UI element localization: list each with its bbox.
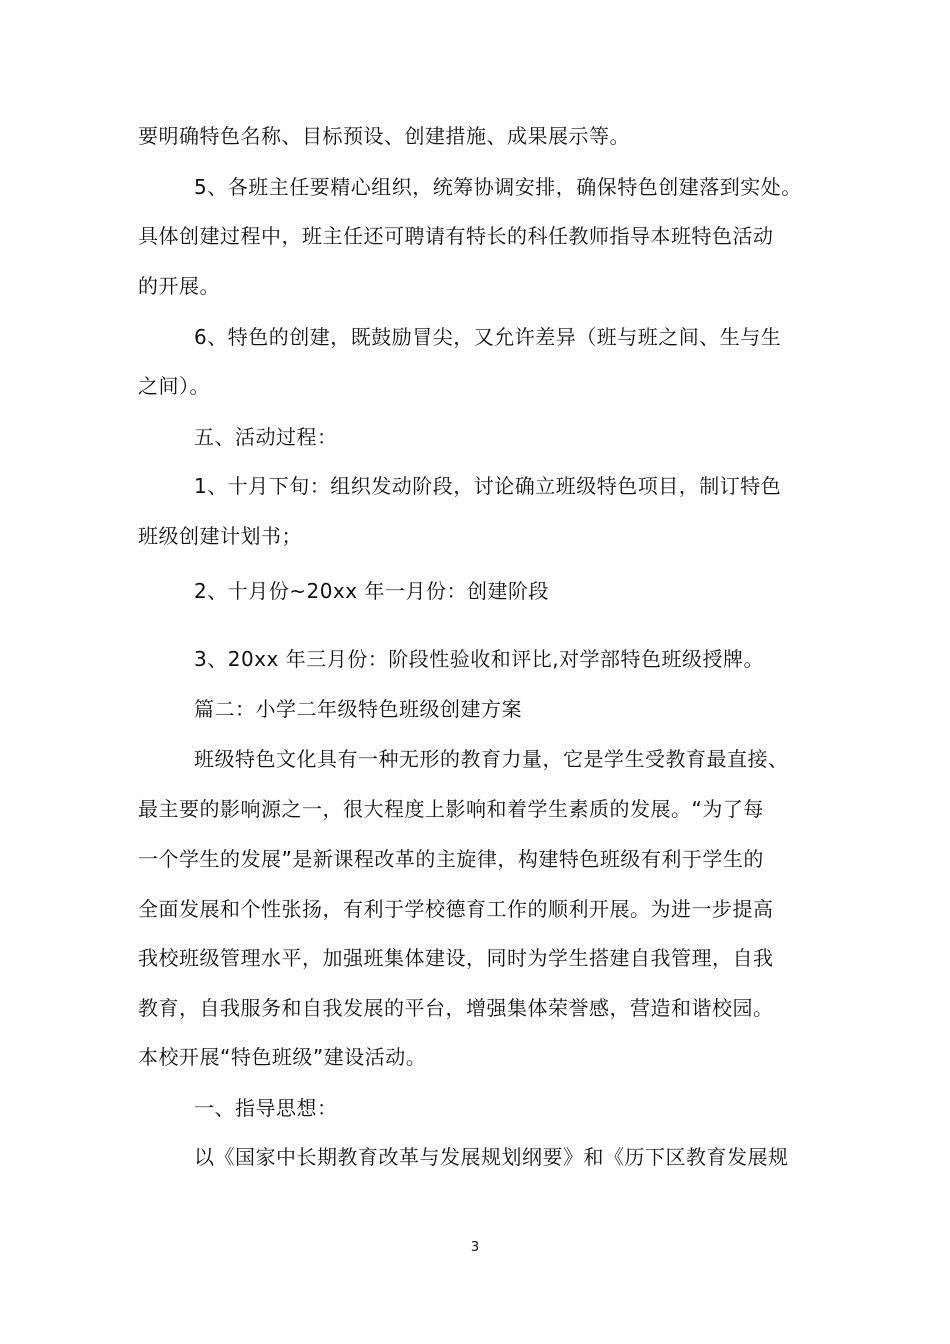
text-line: 教育，自我服务和自我发展的平台，增强集体荣誉感，营造和谐校园。 bbox=[138, 996, 774, 1020]
text-line: 2、十月份~20xx 年一月份：创建阶段 bbox=[194, 579, 549, 603]
text-line: 班级特色文化具有一种无形的教育力量，它是学生受教育最直接、 bbox=[194, 747, 789, 771]
text-line: 以《国家中长期教育改革与发展规划纲要》和《历下区教育发展规 bbox=[194, 1145, 789, 1169]
text-line: 全面发展和个性张扬，有利于学校德育工作的顺利开展。为进一步提高 bbox=[138, 897, 774, 921]
text-line: 5、各班主任要精心组织，统筹协调安排，确保特色创建落到实处。 bbox=[194, 175, 802, 199]
text-line: 一个学生的发展”是新课程改革的主旋律，构建特色班级有利于学生的 bbox=[138, 847, 764, 871]
text-line: 最主要的影响源之一，很大程度上影响和着学生素质的发展。“为了每 bbox=[138, 797, 764, 821]
text-line: 我校班级管理水平，加强班集体建设，同时为学生搭建自我管理，自我 bbox=[138, 946, 774, 970]
chapter-title: 篇二：小学二年级特色班级创建方案 bbox=[194, 697, 522, 721]
text-line: 1、十月下旬：组织发动阶段，讨论确立班级特色项目，制订特色 bbox=[194, 474, 782, 498]
section-heading: 五、活动过程： bbox=[194, 425, 338, 449]
text-line: 本校开展“特色班级”建设活动。 bbox=[138, 1045, 427, 1069]
page-number: 3 bbox=[470, 1240, 480, 1255]
text-line: 3、20xx 年三月份：阶段性验收和评比,对学部特色班级授牌。 bbox=[194, 647, 765, 671]
text-line: 之间）。 bbox=[138, 374, 210, 398]
text-line: 具体创建过程中，班主任还可聘请有特长的科任教师指导本班特色活动 bbox=[138, 224, 774, 248]
text-line: 的开展。 bbox=[138, 274, 220, 298]
section-heading: 一、指导思想： bbox=[194, 1096, 338, 1120]
text-line: 要明确特色名称、目标预设、创建措施、成果展示等。 bbox=[138, 124, 630, 148]
text-line: 班级创建计划书； bbox=[138, 524, 302, 548]
text-line: 6、特色的创建，既鼓励冒尖，又允许差异（班与班之间、生与生 bbox=[194, 325, 782, 349]
